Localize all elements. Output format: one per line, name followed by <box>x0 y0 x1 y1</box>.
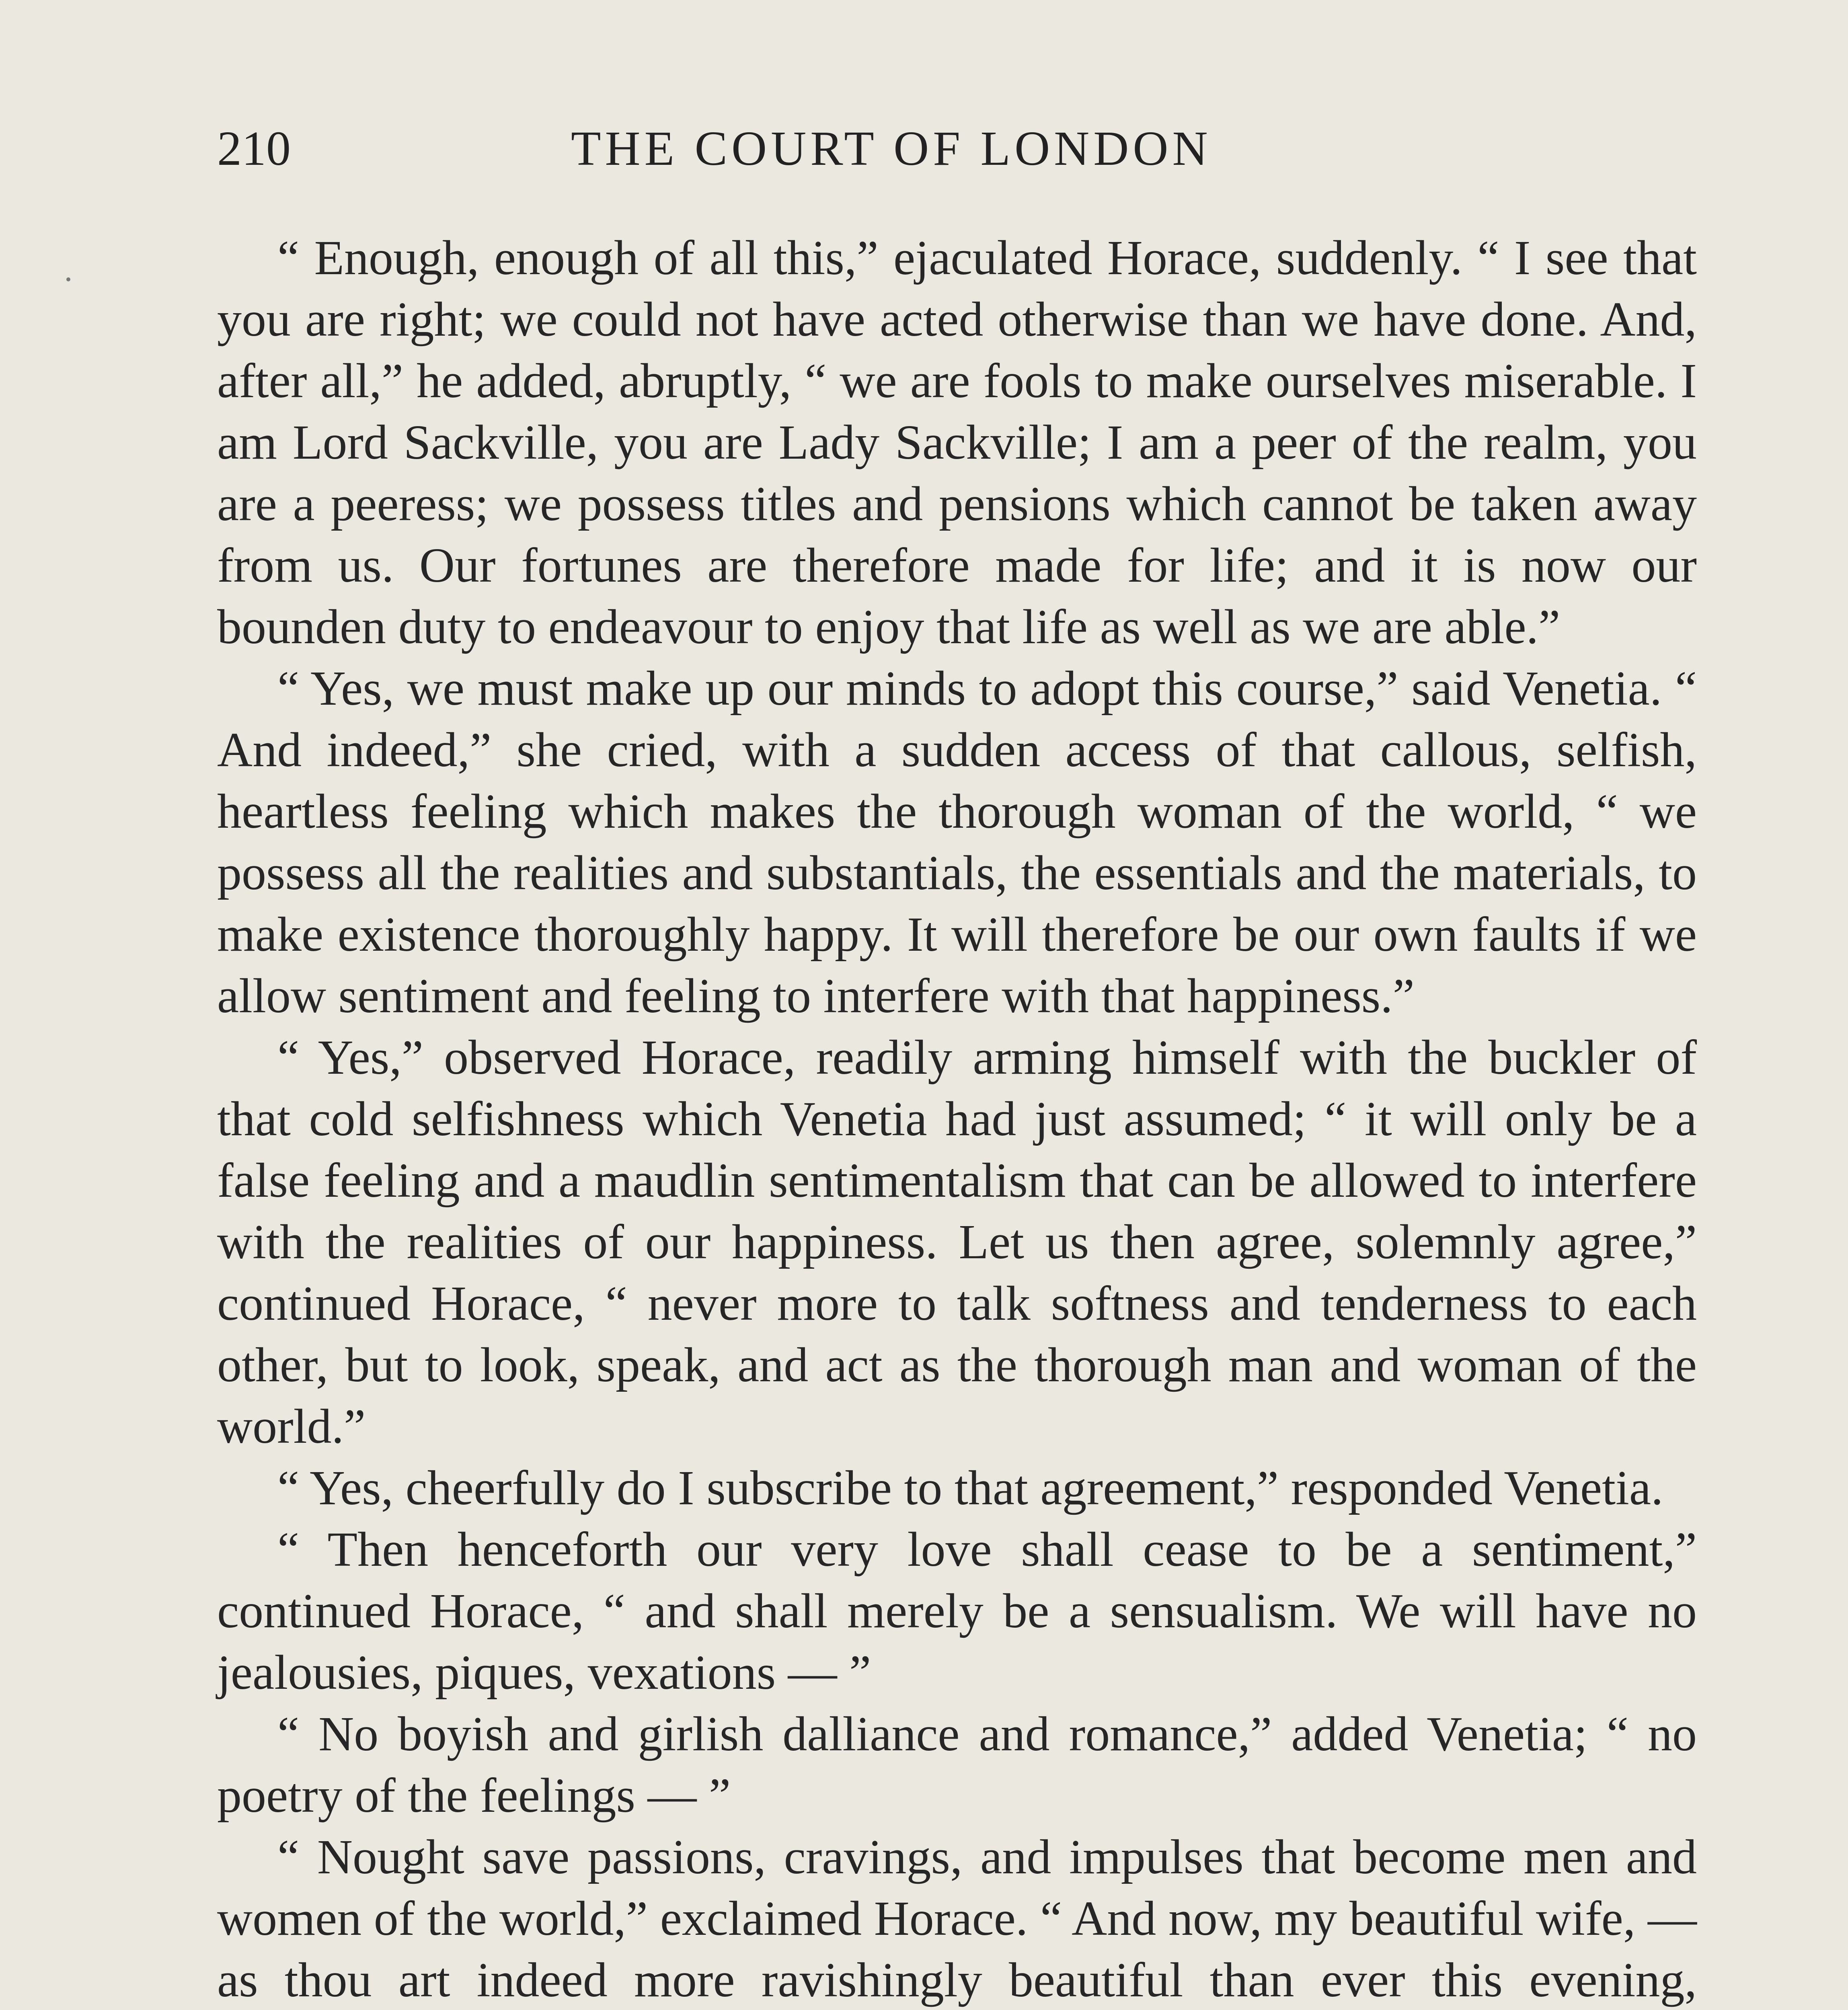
paragraph: “ Enough, enough of all this,” ejaculated Horace, suddenly. “ I see that you are right; we could not have acted otherwise than we have done. And, after all,” he added, abruptly, “ we are fools to make ourselves miserable. I am Lord Sackville, you are Lady Sackville; I am a peer of the realm, you are a peeress; we possess titles and pensions which cannot be taken away from us. Our fortunes are therefore made for life; and it is now our bounden duty to endeavour to enjoy that life as well as we are able.” <box>217 231 1697 654</box>
paragraph: “ Nought save passions, cravings, and impulses that become men and women of the world,” exclaimed Horace. “ And now, my beautiful wife, — as thou art indeed more ravishingly beautiful than ever this evening, <box>217 1830 1697 2007</box>
paragraph: “ Then henceforth our very love shall cease to be a sentiment,” continued Horace, “ and shall merely be a sensualism. We will have no jealousies, piques, vexations — ” <box>217 1522 1697 1700</box>
page-speck <box>66 277 70 281</box>
running-title: THE COURT OF LONDON <box>571 121 1212 176</box>
paragraph: “ Yes,” observed Horace, readily arming himself with the buckler of that cold selfishness which Venetia had just assumed; “ it will only be a false feeling and a maudlin sentimentalism that can be allowed to interfere with the realities of our happiness. Let us then agree, solemnly agree,” continued Horace, “ never more to talk softness and tenderness to each other, but to look, speak, and act as the thorough man and woman of the world.” <box>217 1030 1697 1454</box>
paragraph: “ No boyish and girlish dalliance and romance,” added Venetia; “ no poetry of the feelings — ” <box>217 1707 1697 1823</box>
body-text <box>217 227 1697 2010</box>
paragraph: “ Yes, cheerfully do I subscribe to that agreement,” responded Venetia. <box>277 1461 1663 1515</box>
page-number: 210 <box>217 121 291 176</box>
page-header <box>217 121 1697 201</box>
paragraph: “ Yes, we must make up our minds to adopt this course,” said Venetia. “ And indeed,” she cried, with a sudden access of that callous, selfish, heartless feeling which makes the thorough woman of the world, “ we possess all the realities and substantials, the essentials and the materials, to make existence thoroughly happy. It will therefore be our own faults if we allow sentiment and feeling to interfere with that happiness.” <box>217 661 1697 1023</box>
